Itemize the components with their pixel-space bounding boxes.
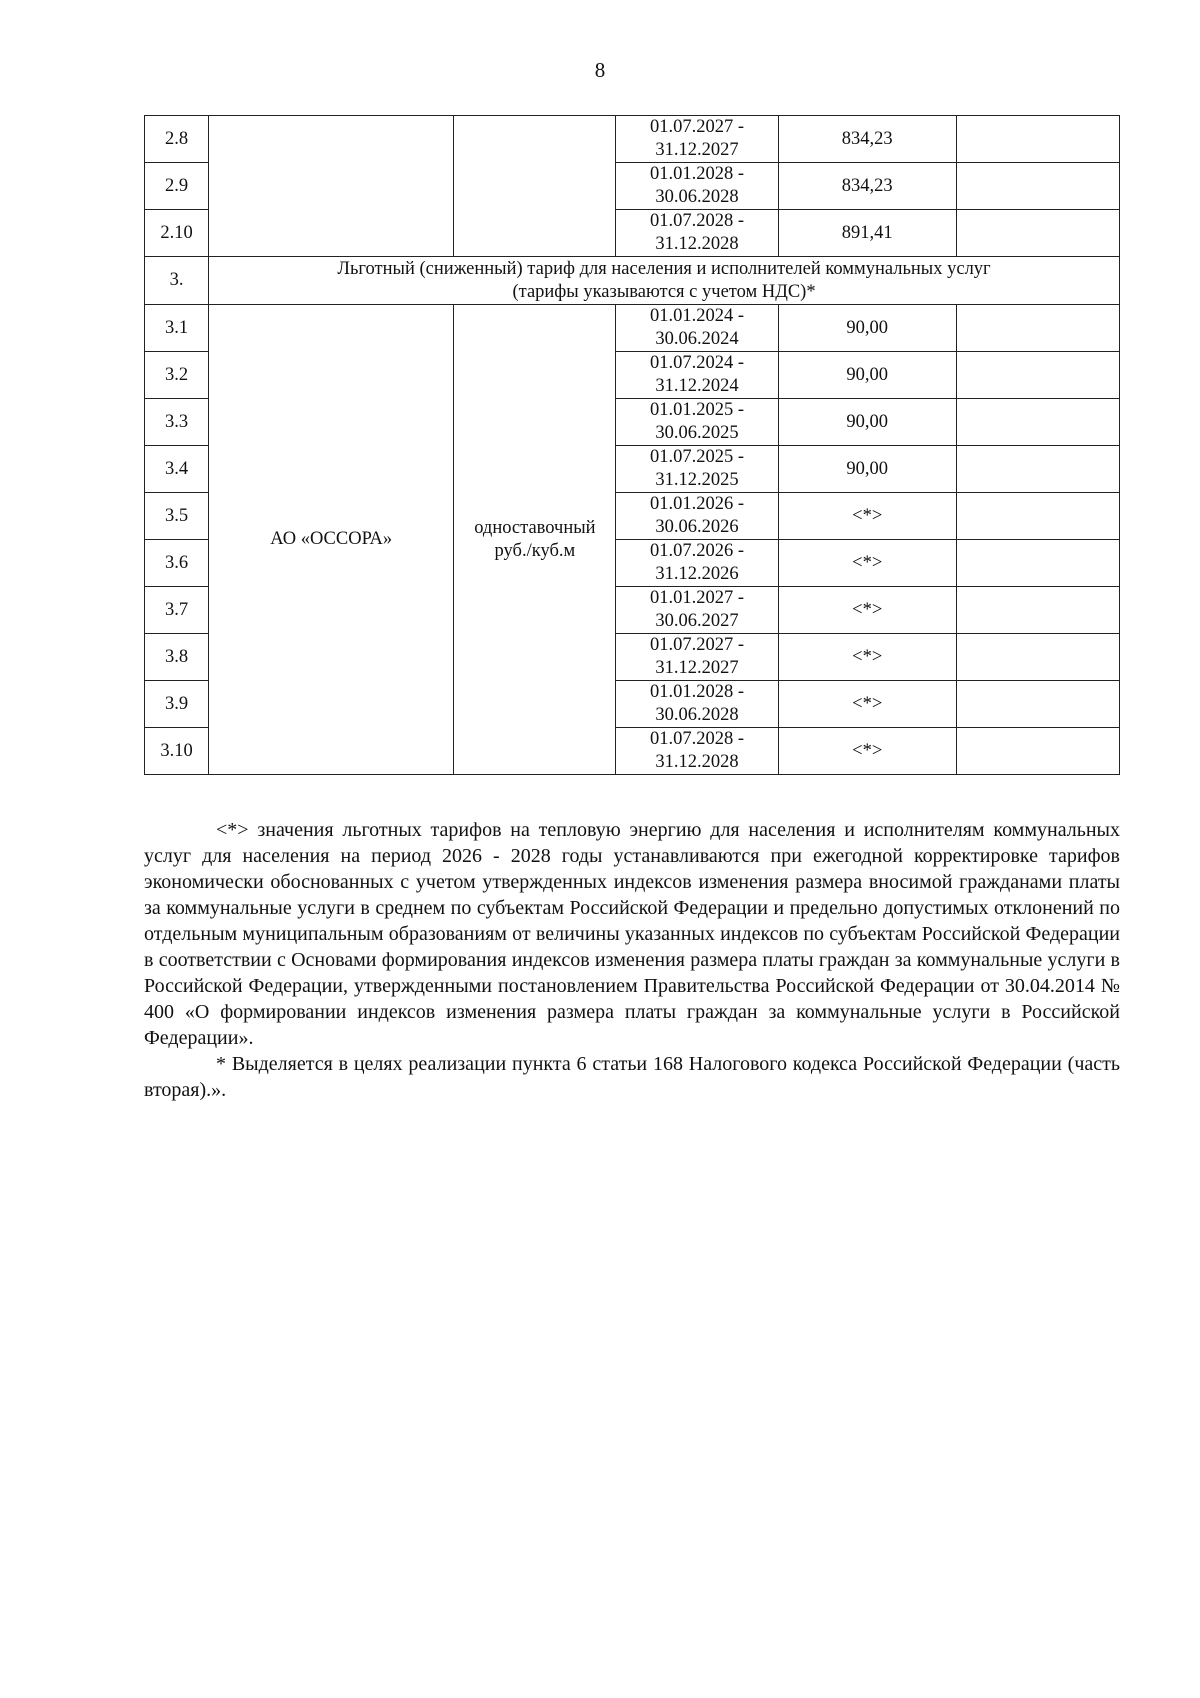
period-start: 01.01.2028 -	[650, 682, 745, 702]
empty-cell	[956, 352, 1119, 399]
row-number: 2.10	[145, 210, 209, 257]
period-start: 01.07.2028 -	[650, 211, 745, 231]
row-number: 3.9	[145, 681, 209, 728]
table-row	[145, 305, 1120, 352]
period-end: 30.06.2028	[655, 705, 739, 725]
empty-cell	[956, 493, 1119, 540]
empty-cell	[956, 681, 1119, 728]
empty-cell	[956, 399, 1119, 446]
period-start: 01.07.2027 -	[650, 117, 745, 137]
row-number: 3.5	[145, 493, 209, 540]
empty-cell	[956, 446, 1119, 493]
period-end: 31.12.2024	[655, 376, 739, 396]
tariff-value: 834,23	[778, 163, 956, 210]
period-cell	[616, 446, 778, 493]
empty-cell	[956, 728, 1119, 775]
empty-cell	[956, 540, 1119, 587]
period-start: 01.01.2024 -	[650, 306, 745, 326]
period-cell	[616, 116, 778, 163]
empty-cell	[956, 116, 1119, 163]
period-start: 01.07.2028 -	[650, 729, 745, 749]
empty-cell	[956, 210, 1119, 257]
empty-cell	[956, 634, 1119, 681]
period-cell	[616, 493, 778, 540]
tariff-type-line2: руб./куб.м	[494, 540, 576, 561]
period-start: 01.07.2024 -	[650, 353, 745, 373]
period-start: 01.07.2026 -	[650, 541, 745, 561]
org-name: АО «ОССОРА»	[209, 305, 454, 775]
period-start: 01.07.2027 -	[650, 635, 745, 655]
tariff-value: 834,23	[778, 116, 956, 163]
row-number: 3.10	[145, 728, 209, 775]
period-cell	[616, 728, 778, 775]
tariff-value: <*>	[778, 728, 956, 775]
row-number: 3.7	[145, 587, 209, 634]
period-cell	[616, 305, 778, 352]
period-start: 01.01.2028 -	[650, 164, 745, 184]
org-cell-empty	[209, 116, 454, 257]
tariff-type	[454, 305, 616, 775]
empty-cell	[956, 587, 1119, 634]
period-cell	[616, 399, 778, 446]
tariff-value: 90,00	[778, 446, 956, 493]
row-number: 3.2	[145, 352, 209, 399]
section-number: 3.	[145, 257, 209, 305]
row-number: 3.6	[145, 540, 209, 587]
footnote-tariff-values: <*> значения льготных тарифов на тепловую энергию для населения и исполнителям коммунальных услуг для населения на период 2026 - 2028 годы устанавливаются при ежегодной корректировке тарифов экономически обоснованных с учетом утвержденных индексов изменения размера вносимой гражданами платы за коммунальные услуги в среднем по субъектам Российской Федерации и предельно допустимых отклонений по отдельным муниципальным образованиям от величины указанных индексов по субъектам Российской Федерации в соответствии с Основами формирования индексов изменения размера платы граждан за коммунальные услуги в Российской Федерации, утвержденными постановлением Правительства Российской Федерации от 30.04.2014 № 400 «О формировании индексов изменения размера платы граждан за коммунальные услуги в Российской Федерации».	[144, 819, 1120, 1049]
tariff-value: <*>	[778, 634, 956, 681]
period-start: 01.01.2025 -	[650, 400, 745, 420]
period-end: 30.06.2025	[655, 423, 739, 443]
period-end: 30.06.2024	[655, 329, 739, 349]
period-cell	[616, 540, 778, 587]
page-number: 8	[594, 58, 606, 82]
empty-cell	[956, 305, 1119, 352]
period-start: 01.01.2026 -	[650, 494, 745, 514]
period-end: 31.12.2028	[655, 234, 739, 254]
period-cell	[616, 634, 778, 681]
period-end: 31.12.2028	[655, 752, 739, 772]
row-number: 3.8	[145, 634, 209, 681]
period-end: 31.12.2025	[655, 470, 739, 490]
period-end: 30.06.2026	[655, 517, 739, 537]
period-cell	[616, 210, 778, 257]
period-end: 31.12.2026	[655, 564, 739, 584]
period-cell	[616, 587, 778, 634]
period-end: 31.12.2027	[655, 140, 739, 160]
row-number: 3.4	[145, 446, 209, 493]
row-number: 2.9	[145, 163, 209, 210]
empty-cell	[956, 163, 1119, 210]
tariff-value: 90,00	[778, 399, 956, 446]
table-row	[145, 116, 1120, 163]
period-start: 01.07.2025 -	[650, 447, 745, 467]
period-cell	[616, 352, 778, 399]
period-cell	[616, 163, 778, 210]
tariff-value: 90,00	[778, 352, 956, 399]
section-title-line1: Льготный (сниженный) тариф для населения и исполнителей коммунальных услуг	[337, 258, 991, 279]
tariff-value: <*>	[778, 493, 956, 540]
period-end: 31.12.2027	[655, 658, 739, 678]
footnote-vat: * Выделяется в целях реализации пункта 6 статьи 168 Налогового кодекса Российской Федерации (часть вторая).».	[144, 1053, 1120, 1101]
period-start: 01.01.2027 -	[650, 588, 745, 608]
tariff-value: <*>	[778, 587, 956, 634]
row-number: 2.8	[145, 116, 209, 163]
tariff-value: <*>	[778, 540, 956, 587]
tariff-value: <*>	[778, 681, 956, 728]
period-end: 30.06.2027	[655, 611, 739, 631]
footnotes	[144, 817, 1120, 1103]
tariff-type-cell-empty	[454, 116, 616, 257]
tariff-type-line1: одноставочный	[474, 517, 596, 538]
row-number: 3.1	[145, 305, 209, 352]
tariff-value: 891,41	[778, 210, 956, 257]
tariff-value: 90,00	[778, 305, 956, 352]
section-header-row	[145, 257, 1120, 305]
period-cell	[616, 681, 778, 728]
period-end: 30.06.2028	[655, 187, 739, 207]
row-number: 3.3	[145, 399, 209, 446]
tariff-table	[144, 115, 1120, 775]
section-title	[209, 257, 1120, 305]
section-title-line2: (тарифы указываются с учетом НДС)*	[512, 281, 816, 302]
